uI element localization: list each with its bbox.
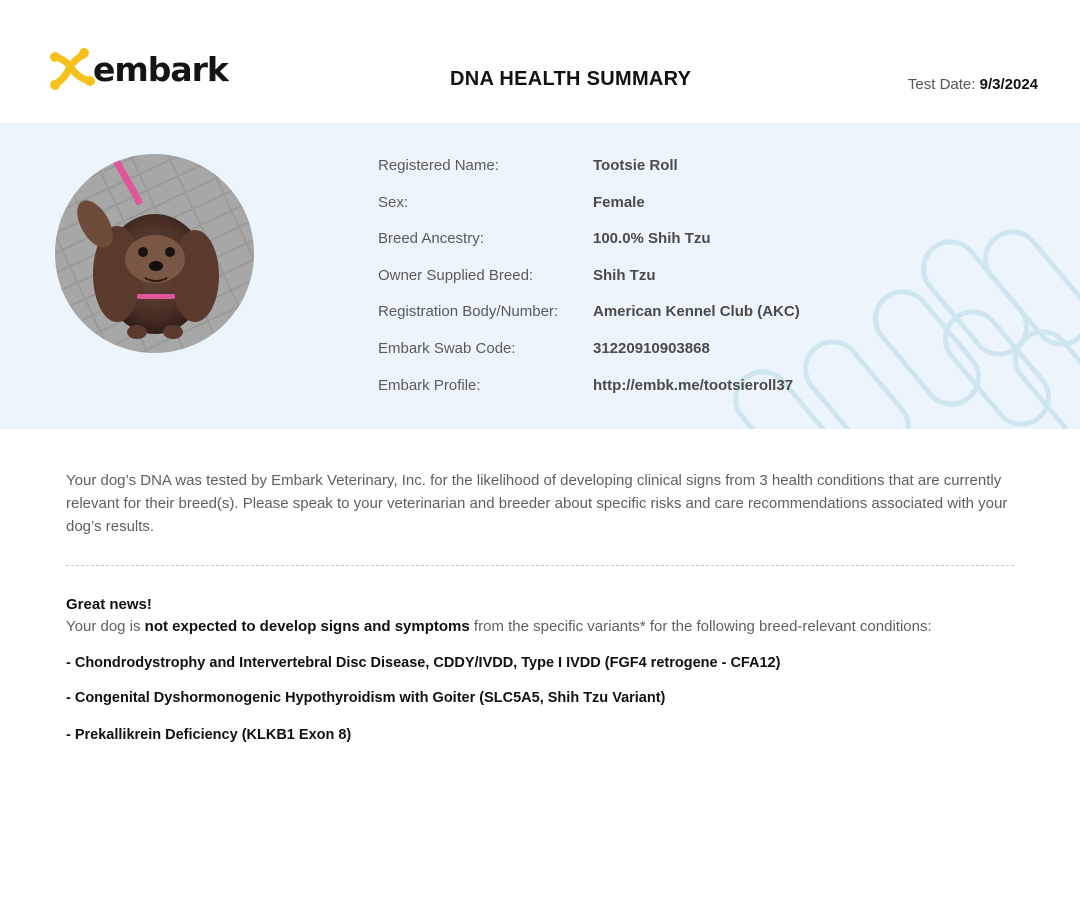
condition-item: - Prekallikrein Deficiency (KLKB1 Exon 8)	[66, 727, 352, 743]
embark-logo-icon	[50, 47, 96, 91]
summary-bold: not expected to develop signs and symptoms	[144, 618, 470, 635]
test-date	[908, 76, 1038, 93]
info-value: Shih Tzu	[593, 266, 656, 284]
info-value: 100.0% Shih Tzu	[593, 230, 711, 248]
condition-item: - Chondrodystrophy and Intervertebral Disc Disease, CDDY/IVDD, Type I IVDD (FGF4 retrogene - CFA12)	[66, 655, 781, 671]
dog-photo	[55, 154, 254, 353]
info-row-owner-breed	[378, 267, 800, 304]
embark-profile-link[interactable]: http://embk.me/tootsieroll37	[593, 376, 794, 394]
info-value: Female	[593, 193, 645, 211]
info-row-registered-name	[378, 157, 800, 194]
dog-info-panel	[0, 123, 1080, 429]
info-row-sex	[378, 194, 800, 231]
page-title: DNA HEALTH SUMMARY	[450, 68, 692, 90]
dog-photo-image	[55, 154, 254, 353]
info-row-swab-code	[378, 340, 800, 377]
info-label: Breed Ancestry:	[378, 230, 484, 248]
condition-item: - Congenital Dyshormonogenic Hypothyroidism with Goiter (SLC5A5, Shih Tzu Variant)	[66, 690, 666, 706]
embark-logo[interactable]	[50, 47, 228, 91]
info-row-breed-ancestry	[378, 230, 800, 267]
dog-info-table	[378, 157, 800, 413]
results-heading: Great news!	[66, 596, 152, 613]
summary-post: from the specific variants* for the following breed-relevant conditions:	[469, 618, 932, 635]
info-label: Embark Profile:	[378, 376, 481, 394]
info-label: Sex:	[378, 193, 409, 211]
info-row-registration	[378, 303, 800, 340]
summary-pre: Your dog is	[66, 618, 145, 635]
info-value: Tootsie Roll	[593, 157, 678, 174]
info-label: Embark Swab Code:	[378, 339, 516, 357]
info-label: Owner Supplied Breed:	[378, 266, 534, 284]
info-label: Registration Body/Number:	[378, 303, 559, 321]
results-summary	[66, 618, 932, 635]
test-date-value: 9/3/2024	[979, 76, 1038, 93]
info-label: Registered Name:	[378, 157, 499, 174]
logo-wordmark: embark	[93, 49, 228, 89]
info-value: American Kennel Club (AKC)	[593, 303, 800, 321]
dashed-divider	[66, 565, 1014, 566]
info-value: 31220910903868	[593, 339, 710, 357]
header	[0, 0, 1080, 123]
info-row-profile	[378, 377, 800, 414]
intro-paragraph: Your dog’s DNA was tested by Embark Veterinary, Inc. for the likelihood of developing clinical signs from 3 health conditions that are currently relevant for their breed(s). Please speak to your veterinarian and breeder about specific risks and care recommendations associated with your dog’s results.	[66, 472, 1008, 535]
test-date-label: Test Date:	[907, 76, 976, 93]
